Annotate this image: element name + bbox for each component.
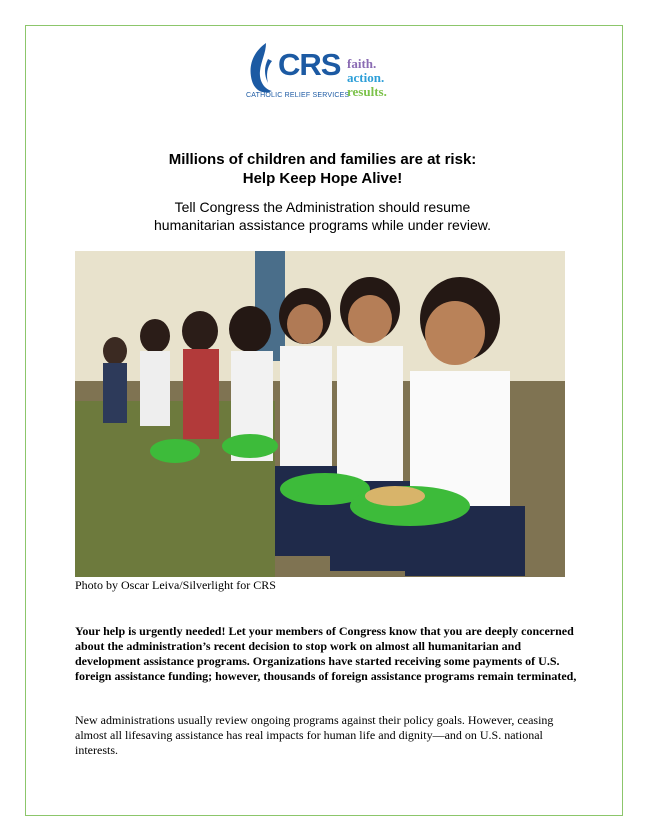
- logo-tagline: [347, 57, 387, 99]
- appeal-paragraph: Your help is urgently needed! Let your members of Congress know that you are deeply concerned about the administration’s recent decision to stop work on almost all humanitarian and development assistance programs. Organizations have started receiving some payments of U.S. foreign assistance funding; however, thousands of foreign assistance programs remain terminated,: [75, 624, 577, 683]
- photo-caption: Photo by Oscar Leiva/Silverlight for CRS: [75, 578, 276, 592]
- subhead: [0, 198, 645, 234]
- tagline-results: results.: [347, 84, 387, 99]
- crs-logo[interactable]: [244, 39, 404, 105]
- logo-org-name: CATHOLIC RELIEF SERVICES: [246, 92, 350, 99]
- headline: [0, 150, 645, 188]
- headline-line-2: Help Keep Hope Alive!: [242, 170, 403, 187]
- photo-children-eating: [75, 251, 565, 577]
- logo-wordmark: CRS: [278, 47, 341, 82]
- subhead-line-2: humanitarian assistance programs while under review.: [154, 217, 491, 233]
- body-paragraph: New administrations usually review ongoing programs against their policy goals. However, ceasing almost all lifesaving assistance has real impacts for human life and dignity—and on U.S. national interests.: [75, 713, 554, 757]
- headline-line-1: Millions of children and families are at risk:: [168, 151, 477, 168]
- tagline-action: action.: [347, 70, 385, 85]
- tagline-faith: faith.: [347, 56, 377, 71]
- subhead-line-1: Tell Congress the Administration should resume: [174, 199, 471, 215]
